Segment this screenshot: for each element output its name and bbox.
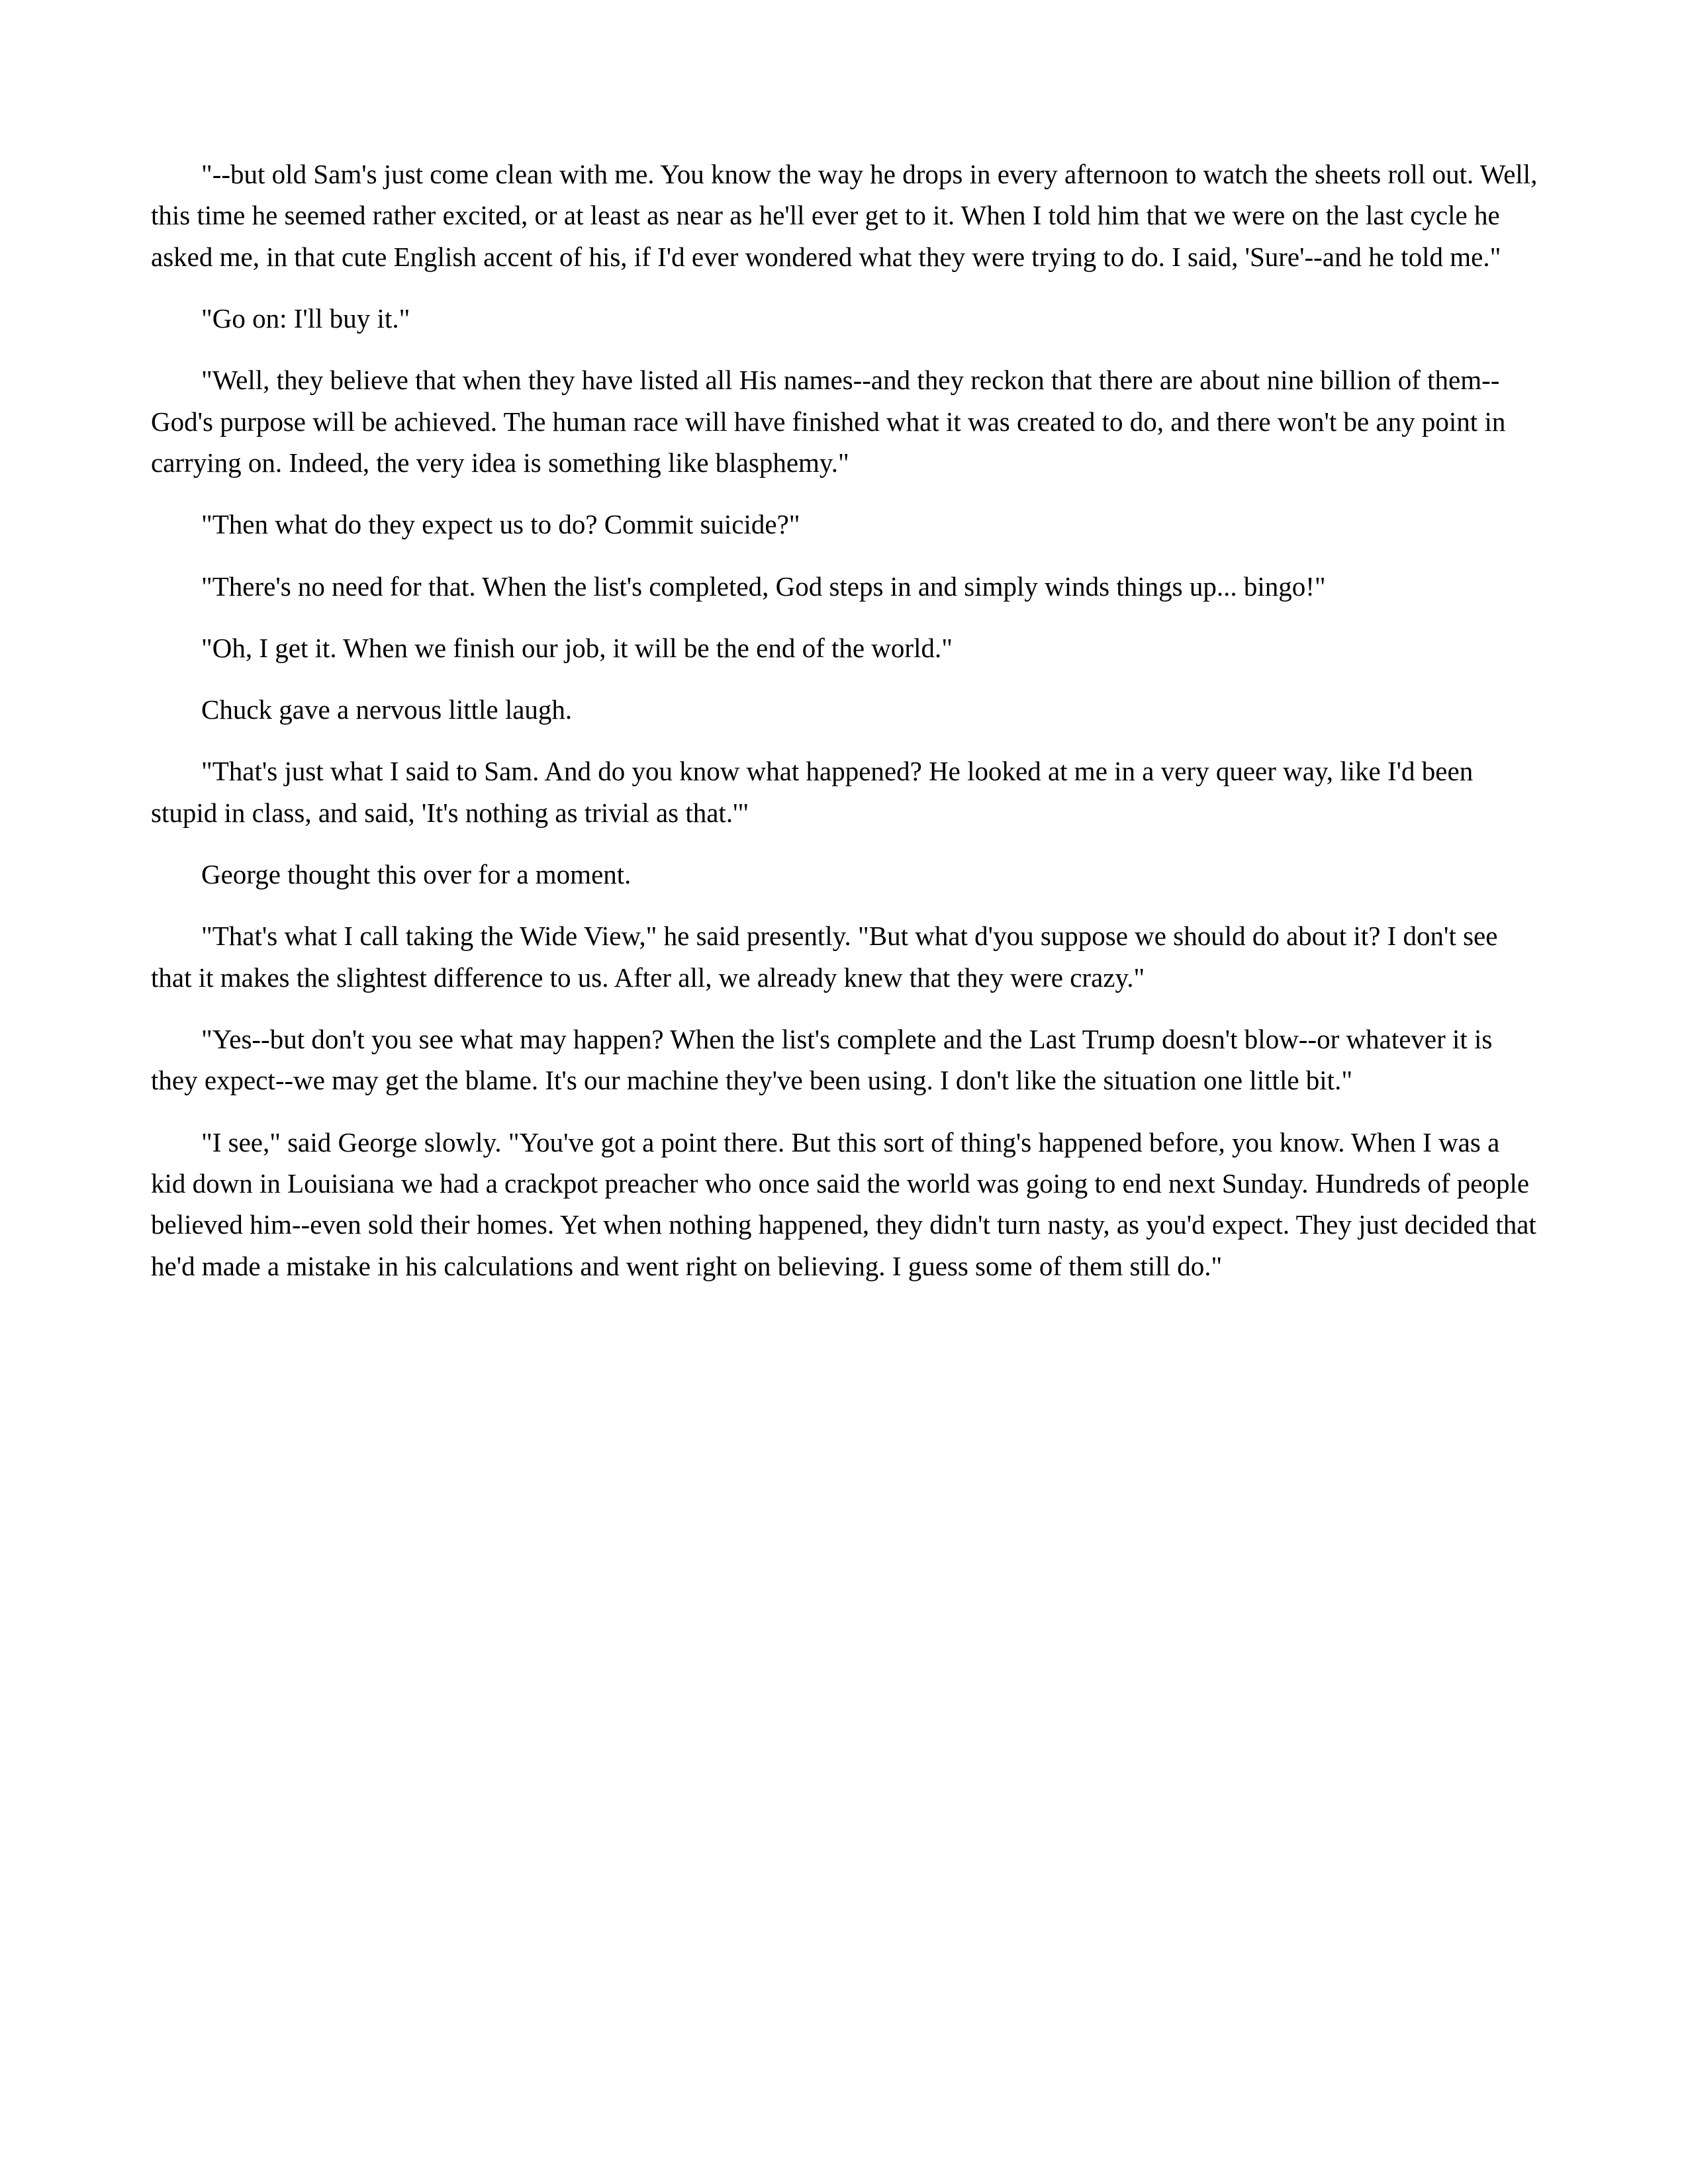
- document-text-body: [151, 154, 1544, 1287]
- paragraph: "That's what I call taking the Wide View," he said presently. "But what d'you suppose we should do about it? I don't see that it makes the slightest difference to us. After all, we already knew that they were crazy.": [151, 921, 1505, 993]
- paragraph: "Go on: I'll buy it.": [201, 302, 410, 334]
- paragraph: "Oh, I get it. When we finish our job, it will be the end of the world.": [201, 632, 953, 663]
- paragraph: "There's no need for that. When the list's completed, God steps in and simply winds things up... bingo!": [201, 570, 1326, 602]
- paragraph: "Yes--but don't you see what may happen? When the list's complete and the Last Trump doesn't blow--or whatever it is they expect--we may get the blame. It's our machine they've been using. I don't like the situation one little bit.": [151, 1024, 1499, 1096]
- paragraph: "I see," said George slowly. "You've got a point there. But this sort of thing's happened before, you know. When I was a kid down in Louisiana we had a crackpot preacher who once said the world was going to end next Sunday. Hundreds of people believed him--even sold their homes. Yet when nothing happened, they didn't turn nasty, as you'd expect. They just decided that he'd made a mistake in his calculations and went right on believing. I guess some of them still do.": [151, 1126, 1544, 1281]
- paragraph: George thought this over for a moment.: [201, 859, 632, 890]
- paragraph: Chuck gave a nervous little laugh.: [201, 694, 573, 725]
- paragraph: "That's just what I said to Sam. And do you know what happened? He looked at me in a very queer way, like I'd been stupid in class, and said, 'It's nothing as trivial as that.'": [151, 756, 1480, 828]
- paragraph: "Well, they believe that when they have listed all His names--and they reckon that there are about nine billion of them--God's purpose will be achieved. The human race will have finished what it was created to do, and there won't be any point in carrying on. Indeed, the very idea is something like blasphemy.": [151, 365, 1513, 478]
- paragraph: "Then what do they expect us to do? Commit suicide?": [201, 509, 800, 540]
- paragraph: "--but old Sam's just come clean with me. You know the way he drops in every afternoon to watch the sheets roll out. Well, this time he seemed rather excited, or at least as near as he'll ever get to it. When I told him that we were on the last cycle he asked me, in that cute English accent of his, if I'd ever wondered what they were trying to do. I said, 'Sure'--and he told me.": [151, 159, 1544, 272]
